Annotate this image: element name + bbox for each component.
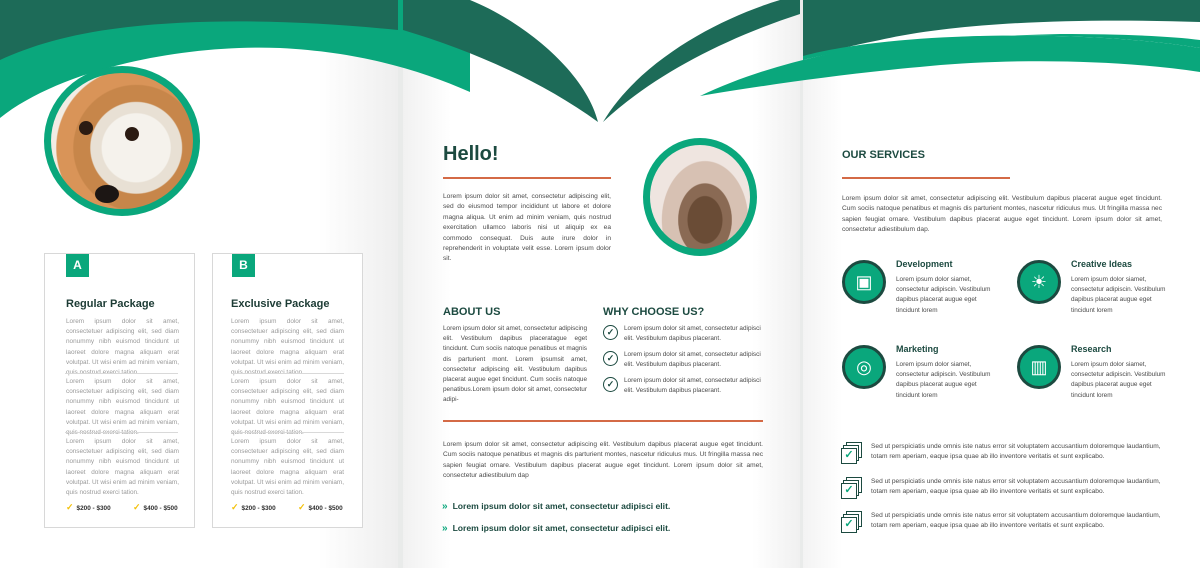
about-us-text: Lorem ipsum dolor sit amet, consectetur adipiscing elit. Vestibulum dapibus placeratague eget tincidunt. Cum sociis natoque penatibus et magnis dis parturient mont. Lorem ipsumsit amet, consectetur adipiscing elit. Vestibulum dapibus placerat augue eget tincidunt. Cum sociis natoque penatibus.Lorem ipsum dolor sit amet, consectetur adipi-: [443, 325, 587, 404]
hello-heading: Hello!: [443, 143, 499, 165]
heading-rule: [443, 177, 611, 179]
document-check-icon: ✓: [841, 511, 863, 533]
cat-photo: [643, 138, 757, 256]
highlight-bullet: » Lorem ipsum dolor sit amet, consectetur adipisci elit.: [442, 501, 671, 512]
doc-item-text: Sed ut perspiciatis unde omnis iste natus error sit voluptatem accusantium doloremque laudantium, totam rem aperiam, eaque ipsa quae ab illo inventore veritatis et sunt explicabo.: [871, 512, 1161, 530]
lightbulb-icon: ☀: [1017, 260, 1061, 304]
package-paragraph: Lorem ipsum dolor sit amet, consectetuer adipiscing elit, sed diam nonummy nibh euismod tincidunt ut laoreet dolore magna aliquam erat volutpat. Ut wisi enim ad minim veniam,: [66, 318, 179, 366]
service-text: Lorem ipsum dolor siamet, consectetur adipiscin. Vestibulum dapibus placerat augue eget tincidunt lorem: [896, 276, 991, 314]
service-title: Creative Ideas: [1071, 259, 1133, 269]
package-letter-badge: A: [66, 254, 89, 277]
check-icon: ✓: [133, 502, 141, 512]
doc-item-text: Sed ut perspiciatis unde omnis iste natus error sit voluptatem accusantium doloremque laudantium, totam rem aperiam, eaque ipsa quae ab illo inventore veritatis et sunt explicabo.: [871, 443, 1161, 461]
dog-eye-left: [79, 121, 93, 135]
service-text: Lorem ipsum dolor siamet, consectetur adipiscin. Vestibulum dapibus placerat augue eget tincidunt lorem: [1071, 361, 1166, 399]
divider: [65, 373, 178, 374]
service-title: Research: [1071, 344, 1112, 354]
package-paragraph: Lorem ipsum dolor sit amet, consectetuer adipiscing elit, sed diam nonummy nibh euismod tincidunt ut laoreet dolore magna aliquam erat volutpat. Ut wisi enim ad minim veniam,: [231, 378, 344, 426]
package-paragraph: Lorem ipsum dolor sit amet, consectetuer adipiscing elit, sed diam nonummy nibh euismod tincidunt ut laoreet dolore magna aliquam erat volutpat. Ut wisi enim ad minim veniam, quis nostrud exerci tation.: [66, 438, 179, 497]
highlight-bullet: » Lorem ipsum dolor sit amet, consectetur adipisci elit.: [442, 523, 671, 534]
target-icon: ◎: [842, 345, 886, 389]
about-us-heading: ABOUT US: [443, 306, 501, 318]
bottom-paragraph: Lorem ipsum dolor sit amet, consectetur adipiscing elit. Vestibulum dapibus placerat augue eget tincidunt. Cum sociis natoque penatibus et magnis dis parturient montes, nascetur ridiculus mus. Ut fringilla massa nec sapien feugiat ornare. Vestibulum dapibus placerat augue eget tincidunt. Lorem ipsum dolor sit amet, consectetur adiestibulum dap: [443, 441, 763, 480]
service-title: Development: [896, 259, 953, 269]
why-item: ✓ Lorem ipsum dolor sit amet, consectetur adipisci elit. Vestibulum dapibus placerant.: [603, 350, 763, 372]
doc-item-text: Sed ut perspiciatis unde omnis iste natus error sit voluptatem accusantium doloremque laudantium, totam rem aperiam, eaque ipsa quae ab illo inventore veritatis et sunt explicabo.: [871, 478, 1161, 496]
our-services-heading: OUR SERVICES: [842, 149, 925, 161]
service-title: Marketing: [896, 344, 939, 354]
heading-rule: [842, 177, 1010, 179]
check-icon: ✓: [231, 502, 239, 512]
double-chevron-icon: »: [442, 523, 448, 534]
check-icon: ✓: [298, 502, 306, 512]
chart-icon: ▥: [1017, 345, 1061, 389]
section-rule: [443, 420, 763, 422]
price-range: ✓ $400 - $500: [298, 502, 343, 512]
check-icon: ✓: [66, 502, 74, 512]
package-title: Exclusive Package: [231, 298, 330, 310]
document-check-icon: ✓: [841, 442, 863, 464]
why-choose-us-heading: WHY CHOOSE US?: [603, 306, 705, 318]
document-check-icon: ✓: [841, 477, 863, 499]
check-circle-icon: ✓: [603, 351, 618, 366]
package-paragraph: Lorem ipsum dolor sit amet, consectetuer adipiscing elit, sed diam nonummy nibh euismod tincidunt ut laoreet dolore magna aliquam erat volutpat. Ut wisi enim ad minim veniam,: [66, 378, 179, 426]
package-card-b: [212, 253, 363, 528]
divider: [231, 373, 344, 374]
price-range: ✓ $200 - $300: [66, 502, 111, 512]
dog-nose: [95, 185, 119, 203]
double-chevron-icon: »: [442, 501, 448, 512]
package-paragraph: Lorem ipsum dolor sit amet, consectetuer adipiscing elit, sed diam nonummy nibh euismod tincidunt ut laoreet dolore magna aliquam erat volutpat. Ut wisi enim ad minim veniam,: [231, 318, 344, 366]
price-range: ✓ $400 - $500: [133, 502, 178, 512]
service-text: Lorem ipsum dolor siamet, consectetur adipiscin. Vestibulum dapibus placerat augue eget tincidunt lorem: [1071, 276, 1166, 314]
dog-eye-right: [125, 127, 139, 141]
why-item: ✓ Lorem ipsum dolor sit amet, consectetur adipisci elit. Vestibulum dapibus placerant.: [603, 324, 763, 346]
dog-photo: [44, 66, 200, 216]
why-item: ✓ Lorem ipsum dolor sit amet, consectetur adipisci elit. Vestibulum dapibus placerant.: [603, 376, 763, 398]
middle-panel: [403, 0, 800, 568]
intro-text: Lorem ipsum dolor sit amet, consectetur adipiscing elit, sed do eiusmod tempor incididunt ut labore et dolore magna aliqua. Ut enim ad minim veniam, quis nostrud exercitation ullamco laboris nisi ut aliquip ex ea commodo consequat. Duis aute irure dolor in reprehenderit in voluptate velit esse. Lorem ipsum dolor sit.: [443, 193, 611, 263]
package-letter-badge: B: [232, 254, 255, 277]
divider: [231, 432, 344, 433]
monitor-icon: ▣: [842, 260, 886, 304]
package-paragraph: Lorem ipsum dolor sit amet, consectetuer adipiscing elit, sed diam nonummy nibh euismod tincidunt ut laoreet dolore magna aliquam erat volutpat. Ut wisi enim ad minim veniam, quis nostrud exerci tation.: [231, 438, 344, 497]
package-title: Regular Package: [66, 298, 155, 310]
check-circle-icon: ✓: [603, 325, 618, 340]
divider: [65, 432, 178, 433]
package-card-a: [44, 253, 195, 528]
price-range: ✓ $200 - $300: [231, 502, 276, 512]
services-intro: Lorem ipsum dolor sit amet, consectetur adipiscing elit. Vestibulum dapibus placerat augue eget tincidunt. Cum sociis natoque penatibus et magnis dis parturient montes, nascetur ridiculus mus. Ut fringilla massa nec sapien feugiat ornare. Vestibulum dapibus placerat augue eget tincidunt. Lorem ipsum dolor sit amet, consectetur adiestibulum dap.: [842, 195, 1162, 234]
check-circle-icon: ✓: [603, 377, 618, 392]
service-text: Lorem ipsum dolor siamet, consectetur adipiscin. Vestibulum dapibus placerat augue eget tincidunt lorem: [896, 361, 991, 399]
